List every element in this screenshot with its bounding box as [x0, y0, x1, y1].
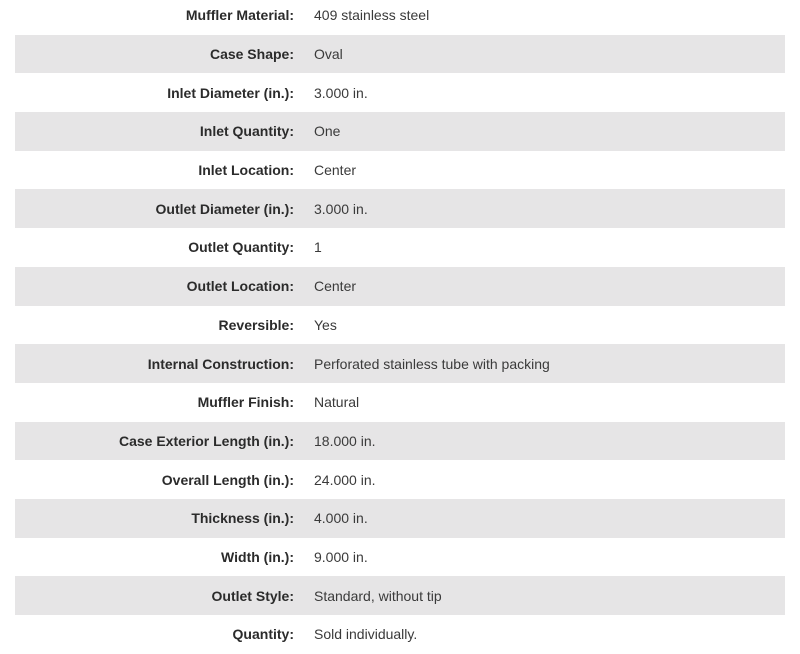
spec-row-muffler-finish: [15, 383, 785, 422]
spec-label: Quantity:: [232, 626, 294, 643]
spec-row-internal-construction: [15, 344, 785, 383]
spec-row-outlet-quantity: [15, 228, 785, 267]
spec-value: 4.000 in.: [314, 510, 368, 527]
spec-value: Sold individually.: [314, 626, 418, 643]
spec-row-outlet-location: [15, 267, 785, 306]
spec-label: Outlet Style:: [211, 587, 294, 604]
spec-label: Thickness (in.):: [191, 510, 294, 527]
spec-value: 18.000 in.: [314, 432, 376, 449]
spec-row-case-shape: [15, 35, 785, 74]
spec-value: Natural: [314, 394, 360, 411]
spec-label: Muffler Finish:: [197, 394, 294, 411]
spec-row-width: [15, 538, 785, 577]
spec-value: 1: [314, 239, 322, 256]
spec-row-case-exterior-length: [15, 422, 785, 461]
spec-value: Center: [314, 278, 357, 295]
spec-label: Muffler Material:: [185, 7, 294, 24]
spec-value: Center: [314, 162, 357, 179]
spec-row-muffler-material: [15, 0, 785, 35]
spec-label: Internal Construction:: [147, 355, 294, 372]
spec-row-inlet-quantity: [15, 112, 785, 151]
spec-value: 3.000 in.: [314, 200, 368, 217]
spec-label: Reversible:: [218, 316, 294, 333]
spec-label: Overall Length (in.):: [161, 471, 294, 488]
spec-label: Case Shape:: [209, 46, 294, 63]
spec-row-inlet-diameter: [15, 73, 785, 112]
specifications-table: [15, 0, 785, 654]
spec-label: Case Exterior Length (in.):: [118, 432, 294, 449]
spec-value: Yes: [314, 316, 337, 333]
spec-label: Inlet Location:: [198, 162, 294, 179]
spec-label: Outlet Diameter (in.):: [155, 200, 294, 217]
spec-label: Outlet Location:: [186, 278, 294, 295]
spec-row-reversible: [15, 306, 785, 345]
spec-row-thickness: [15, 499, 785, 538]
spec-label: Inlet Diameter (in.):: [167, 84, 294, 101]
spec-value: 24.000 in.: [314, 471, 376, 488]
spec-value: 409 stainless steel: [314, 7, 430, 24]
spec-row-overall-length: [15, 460, 785, 499]
spec-value: Perforated stainless tube with packing: [314, 355, 550, 372]
spec-label: Inlet Quantity:: [199, 123, 294, 140]
spec-value: 3.000 in.: [314, 84, 368, 101]
spec-row-outlet-style: [15, 576, 785, 615]
spec-label: Width (in.):: [221, 548, 294, 565]
spec-value: 9.000 in.: [314, 548, 368, 565]
spec-value: One: [314, 123, 341, 140]
spec-value: Oval: [314, 46, 343, 63]
spec-row-outlet-diameter: [15, 189, 785, 228]
spec-value: Standard, without tip: [314, 587, 442, 604]
spec-label: Outlet Quantity:: [188, 239, 294, 256]
spec-row-inlet-location: [15, 151, 785, 190]
